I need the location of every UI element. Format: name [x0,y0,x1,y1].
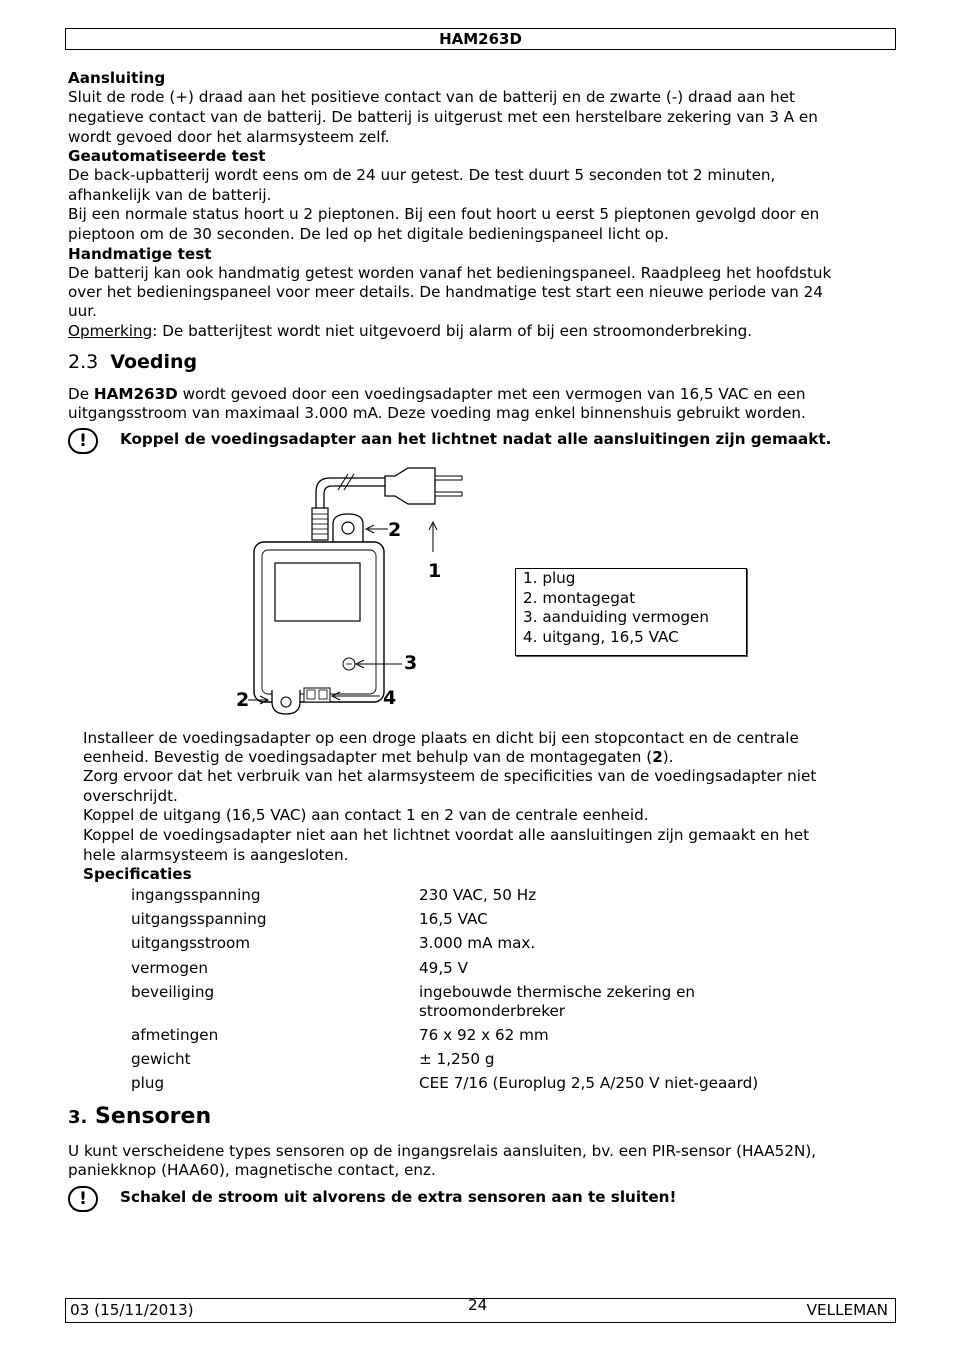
spec-value: 3.000 mA max. [419,934,536,952]
paragraph-line: Installeer de voedingsadapter op een droge plaats en dicht bij een stopcontact en de centrale [83,729,799,747]
paragraph-line [83,748,674,767]
footer-version: 03 (15/11/2013) [70,1301,194,1319]
plug-body [385,468,435,504]
mounting-hole-top [342,522,354,534]
spec-value: ± 1,250 g [419,1050,495,1068]
paragraph-line: Koppel de voedingsadapter niet aan het lichtnet voordat alle aansluitingen zijn gemaakt en het [83,826,810,844]
voeding-intro [68,385,806,404]
label-mount-bottom: 2 [236,689,250,711]
spec-label: beveiliging [131,983,215,1001]
spec-label: afmetingen [131,1026,219,1044]
install-ref-close: ). [662,748,674,766]
install-ref: 2 [652,748,663,766]
paragraph-line: Bij een normale status hoort u 2 pieptonen. Bij een fout hoort u eerst 5 pieptonen gevolgd door en [68,205,820,223]
section-title: Voeding [110,351,198,373]
paragraph-line: negatieve contact van de batterij. De batterij is uitgerust met een herstelbare zekering van 3 A en [68,108,818,126]
page-number: 24 [468,1296,488,1314]
model-name: HAM263D [93,385,178,403]
spec-label: gewicht [131,1050,191,1068]
paragraph-line: overschrijdt. [83,787,178,805]
output-terminal [307,690,315,699]
legend-item: 3. aanduiding vermogen [523,608,710,626]
warning-text: Koppel de voedingsadapter aan het lichtnet nadat alle aansluitingen zijn gemaakt. [120,430,832,448]
output-terminal [319,690,327,699]
spec-value: CEE 7/16 (Europlug 2,5 A/250 V niet-geaard) [419,1074,759,1092]
section-number: 2.3 [68,351,99,373]
intro-post: wordt gevoed door een voedingsadapter met een vermogen van 16,5 VAC en een [177,385,806,403]
page-header: HAM263D [65,28,896,50]
paragraph-line: uitgangsstroom van maximaal 3.000 mA. Deze voeding mag enkel binnenshuis gebruikt worden. [68,404,806,422]
paragraph-line: paniekknop (HAA60), magnetische contact, enz. [68,1161,436,1179]
section-heading-sensoren [68,1104,211,1129]
warning-text: Schakel de stroom uit alvorens de extra sensoren aan te sluiten! [120,1188,677,1206]
spec-value: 16,5 VAC [419,910,488,928]
paragraph-line: uur. [68,302,97,320]
cable-break [344,474,354,490]
section-number: 3. [68,1107,88,1128]
spec-value: 230 VAC, 50 Hz [419,886,537,904]
warning-icon: ! [68,428,98,454]
adapter-label-area [275,563,360,621]
paragraph-line: over het bedieningspaneel voor meer details. De handmatige test start een nieuwe periode van 24 [68,283,823,301]
paragraph-line: Zorg ervoor dat het verbruik van het alarmsysteem de specificities van de voedingsadapter niet [83,767,817,785]
figure-legend [515,568,747,656]
section-heading-voeding [68,351,197,373]
paragraph-line: De batterij kan ook handmatig getest worden vanaf het bedieningspaneel. Raadpleeg het hoofdstuk [68,264,832,282]
label-output: 4 [383,687,397,709]
page-footer [65,1298,896,1323]
install-text: eenheid. Bevestig de voedingsadapter met behulp van de montagegaten ( [83,748,653,766]
note-line [68,322,752,341]
spec-label: vermogen [131,959,209,977]
specs-heading: Specificaties [83,865,192,883]
label-plug: 1 [428,560,442,582]
plug-pin [435,492,462,496]
paragraph-line: hele alarmsysteem is aangesloten. [83,846,349,864]
label-indicator: 3 [404,652,418,674]
paragraph-line: wordt gevoed door het alarmsysteem zelf. [68,128,390,146]
paragraph-line: U kunt verscheidene types sensoren op de ingangsrelais aansluiten, bv. een PIR-sensor (HAA52N), [68,1142,817,1160]
cable-outline [324,486,385,512]
plug-pin [435,476,462,480]
spec-value: ingebouwde thermische zekering en [419,983,696,1001]
spec-label: uitgangsspanning [131,910,267,928]
paragraph-line: De back-upbatterij wordt eens om de 24 uur getest. De test duurt 5 seconden tot 2 minuten, [68,166,776,184]
label-mount-top: 2 [388,519,402,541]
spec-value: 49,5 V [419,959,469,977]
paragraph-line: afhankelijk van de batterij. [68,186,272,204]
paragraph-line: pieptoon om de 30 seconden. De led op het digitale bedieningspaneel licht op. [68,225,669,243]
legend-item: 4. uitgang, 16,5 VAC [523,627,679,646]
note-text: : De batterijtest wordt niet uitgevoerd bij alarm of bij een stroomonderbreking. [152,322,753,340]
aansluiting-heading: Aansluiting [68,69,166,87]
spec-label: ingangsspanning [131,886,261,904]
mounting-hole-bottom [281,697,291,707]
spec-label: uitgangsstroom [131,934,251,952]
section-title: Sensoren [95,1104,212,1129]
legend-item: 1. plug [523,569,576,587]
intro-pre: De [68,385,94,403]
footer-brand: VELLEMAN [806,1301,888,1319]
warning-icon: ! [68,1186,98,1212]
spec-value-continued: stroomonderbreker [419,1002,566,1020]
spec-label: plug [131,1074,165,1092]
note-label: Opmerking [68,322,153,340]
cable-outline [316,478,385,512]
legend-item: 2. montagegat [523,588,636,607]
paragraph-line: Sluit de rode (+) draad aan het positieve contact van de batterij en de zwarte (-) draad aan het [68,88,795,106]
power-adapter-figure [230,462,470,717]
manual-test-heading: Handmatige test [68,245,212,263]
paragraph-line: Koppel de uitgang (16,5 VAC) aan contact 1 en 2 van de centrale eenheid. [83,806,649,824]
cable-break [338,474,348,490]
auto-test-heading: Geautomatiseerde test [68,147,266,165]
spec-value: 76 x 92 x 62 mm [419,1026,549,1044]
